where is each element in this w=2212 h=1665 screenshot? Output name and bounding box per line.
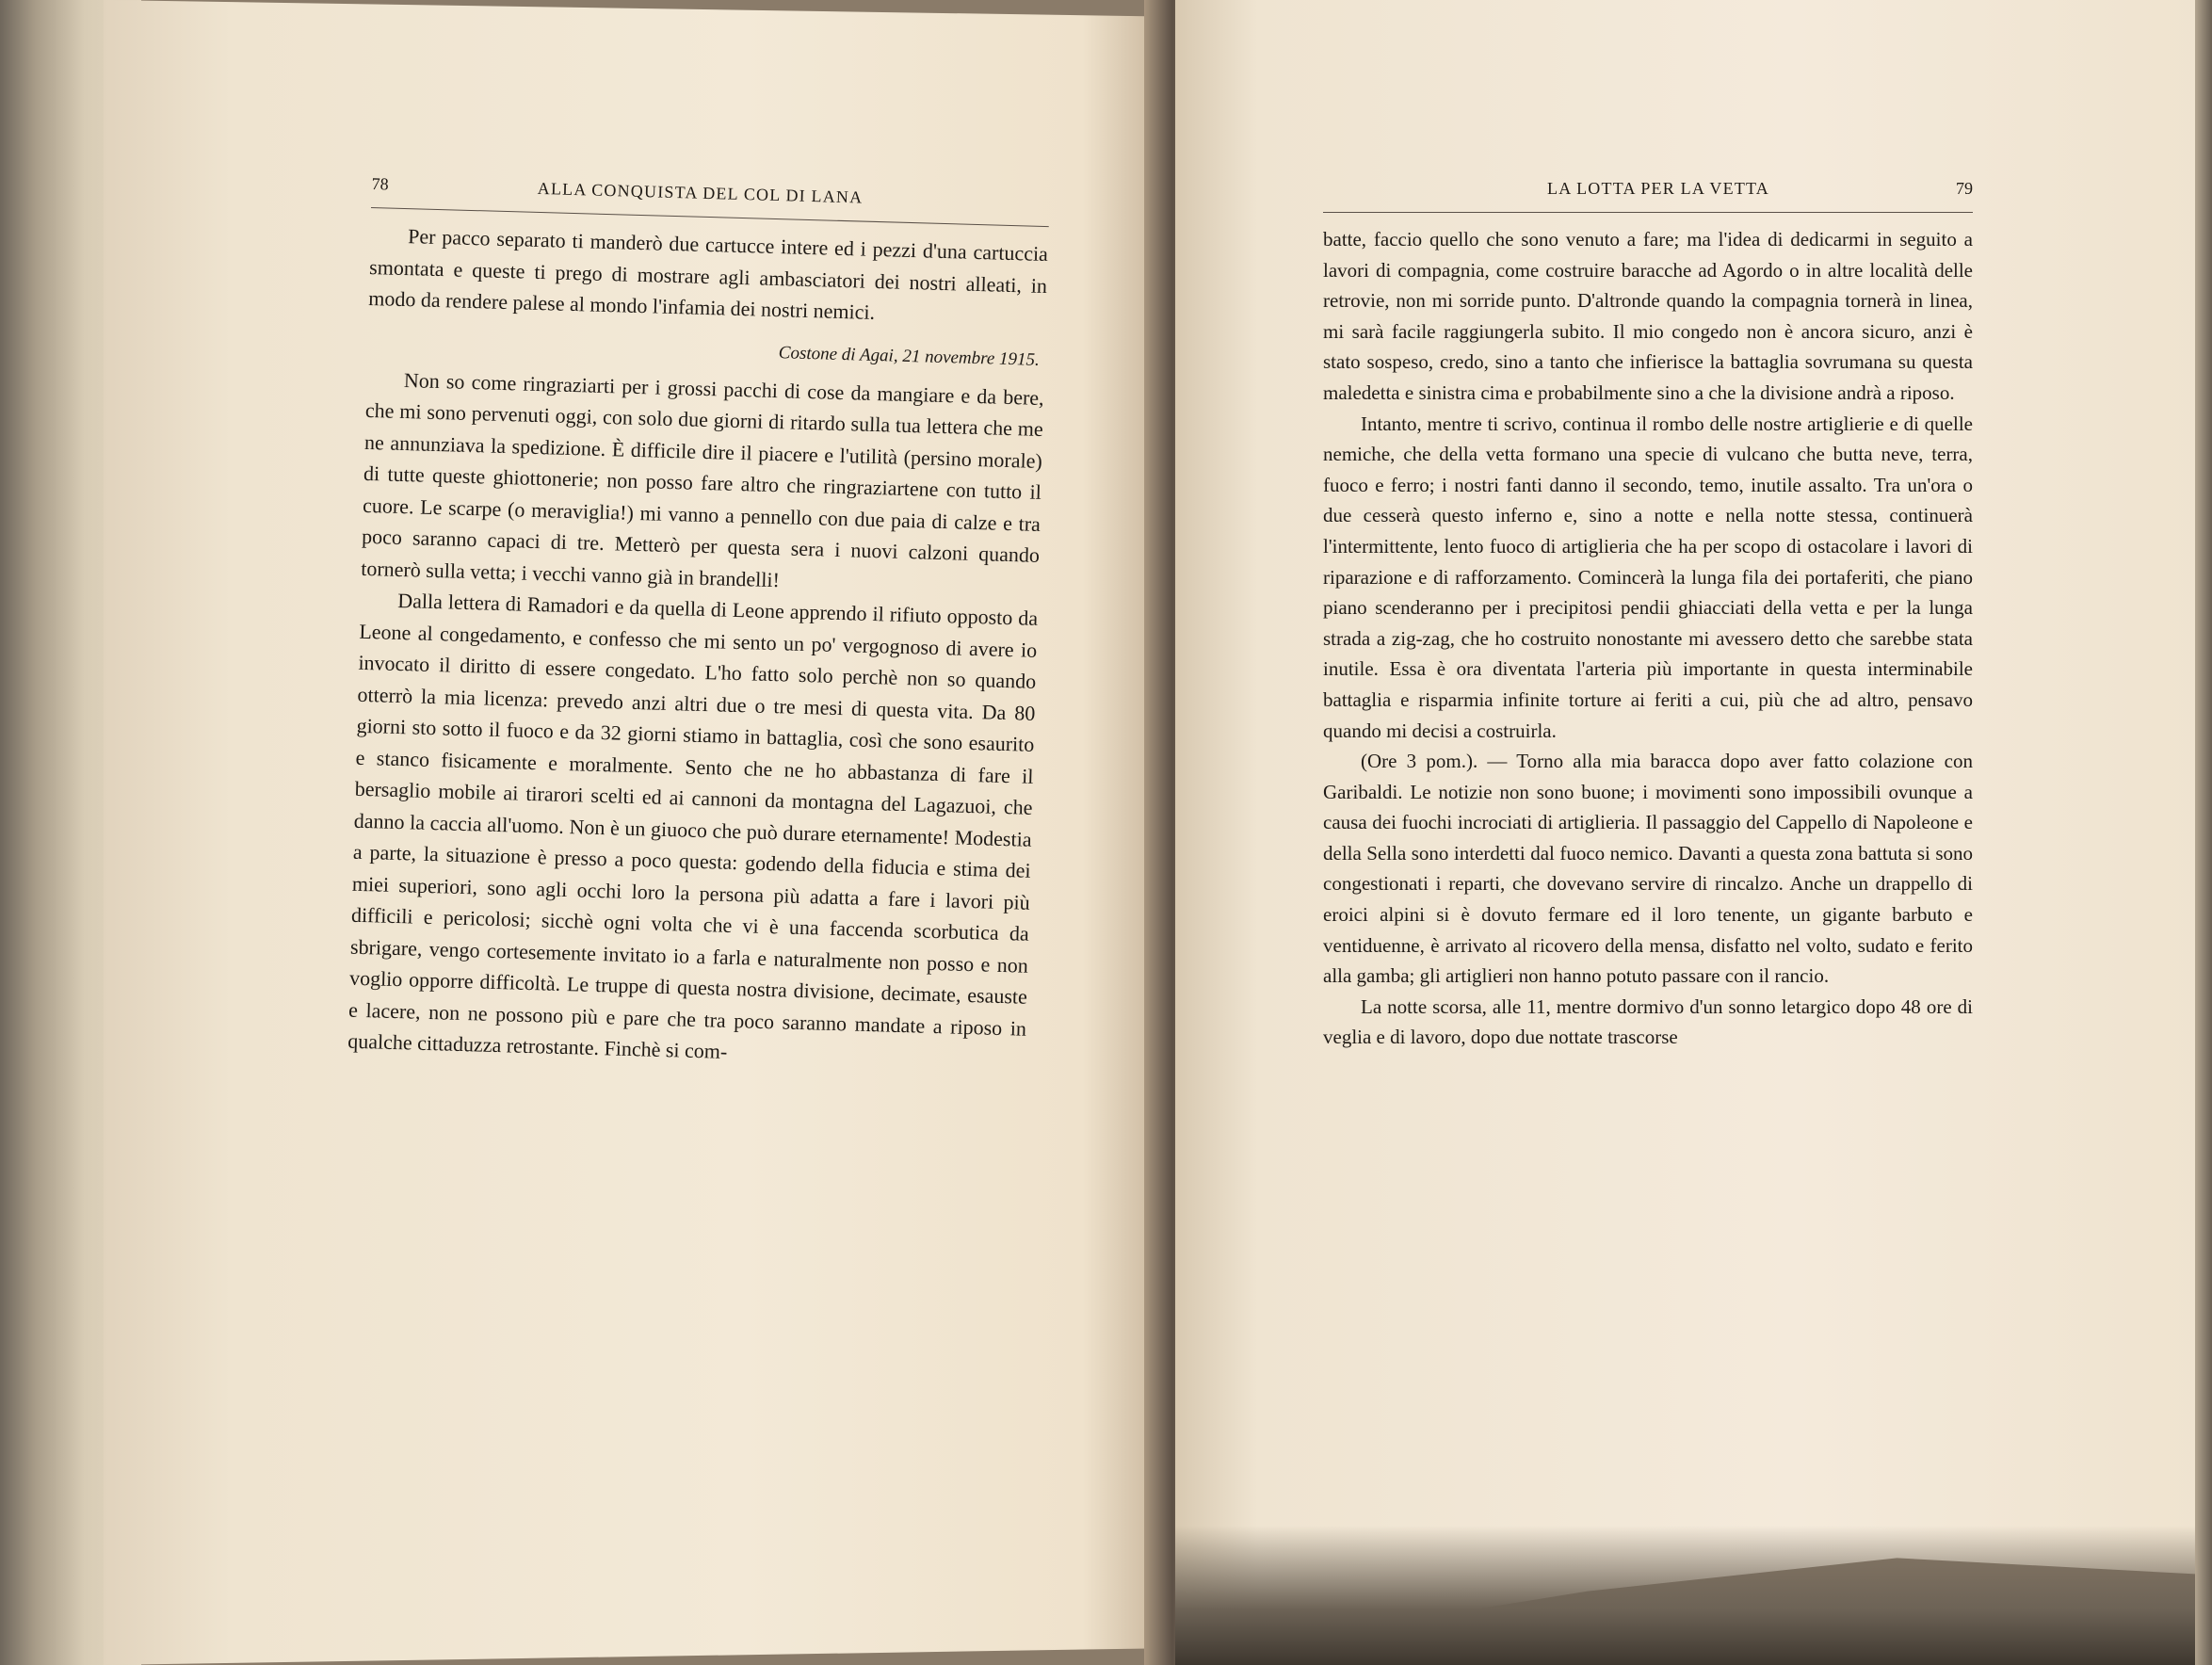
right-page-text <box>1323 179 1973 1053</box>
desk-shadow <box>1175 1526 2212 1665</box>
right-running-title: LA LOTTA PER LA VETTA <box>1547 179 1769 198</box>
right-paragraph-2: (Ore 3 pom.). — Torno alla mia baracca dopo aver fatto colazione con Garibaldi. Le notizie non sono buone; i movimenti sono impossibili ovunque a causa dei fuochi incrociati di artiglieria. Il passaggio del Cappello di Napoleone e della Sella sono interdetti dal fuoco nemico. Davanti a questa zona battuta si sono congestionati i reparti, che dovevano servire di rincalzo. Anche un drappello di eroici alpini si è dovuto fermare ed il loro tenente, un gigante barbuto e ventiduenne, è arrivato al ricovero della mensa, disfatto nel volto, sudato e ferito alla gamba; gli artiglieri non hanno potuto passare con il rancio. <box>1323 750 1973 988</box>
left-running-title: ALLA CONQUISTA DEL COL DI LANA <box>537 178 864 207</box>
left-paragraph-3: Dalla lettera di Ramadori e da quella di Leone apprendo il rifiuto opposto da Leone al congedamento, e confesso che mi sento un po' vergognoso di avere io invocato il diritto di essere congedato. L'ho fatto solo perchè non so quando otterrò la mia licenza: prevedo anzi altri due o tre mesi di questa vita. Da 80 giorni sto sotto il fuoco e da 32 giorni stiamo in battaglia, così che sono esaurito e stanco fisicamente e moralmente. Sento che ne ho abbastanza di fare il bersaglio mobile ai tirarori scelti ed ai cannoni da montagna del Lagazuoi, che danno la caccia all'uomo. Non è un giuoco che può durare eternamente! Modestia a parte, la situazione è presso a poco questa: godendo della fiducia e stima dei miei superiori, sono agli occhi loro la persona più adatta a fare i lavori più difficili e pericolosi; sicchè ogni volta che vi è una faccenda scorbutica da sbrigare, vengo cortesemente invitato io a farla e naturalmente non posso e non voglio opporre difficoltà. Le truppe di questa nostra divisione, decimate, esauste e lacere, non ne possono più e pare che tra poco saranno mandate a riposo in qualche cittaduzza retrostante. Finchè si com- <box>347 588 1039 1063</box>
left-paragraph-1: Per pacco separato ti manderò due cartucce intere ed i pezzi d'una cartuccia smontata e queste ti prego di mostrare agli ambasciatori dei nostri alleati, in modo da rendere palese al mondo l'infamia dei nostri nemici. <box>367 224 1049 324</box>
page-edges-right <box>2195 0 2212 1665</box>
right-page-number: 79 <box>1955 179 1973 198</box>
right-paragraph-3: La notte scorsa, alle 11, mentre dormivo d'un sonno letargico dopo 48 ore di veglia e di lavoro, dopo due nottate trascorse <box>1323 994 1973 1049</box>
right-continuation: batte, faccio quello che sono venuto a fare; ma l'idea di dedicarmi in seguito a lavori di compagnia, come costruire baracche ad Agordo o in altre località delle retrovie, non mi sorride punto. D'altronde quando la compagnia tornerà in linea, mi sarà facile raggiungerla subito. Il mio congedo non è ancora sicuro, anzi è stato sospeso, credo, sino a tanto che infierisce la battaglia sovrumana su questa maledetta e sinistra cima e probabilmente sino a che la divisione andrà a riposo. <box>1323 228 1973 404</box>
right-paragraph-1: Intanto, mentre ti scrivo, continua il rombo delle nostre artiglierie e di quelle nemiche, che della vetta formano una specie di vulcano che butta neve, terra, fuoco e ferro; i nostri fanti danno il secondo, temo, inutile assalto. Tra un'ora o due cesserà questo inferno e, sino a notte e nella notte stessa, continuerà l'intermittente, lento fuoco di artiglieria che ha per scopo di ostacolare i lavori di riparazione e di rafforzamento. Comincerà la lunga fila dei portaferiti, che piano piano scenderanno per i precipitosi pendii ghiacciati della vetta e per la lunga strada a zig-zag, che ho costruito nonostante mi avessero detto che sarebbe stata inutile. Essa è ora diventata l'arteria più importante in questa interminabile battaglia e risparmia infinite torture ai feriti a cui, più che ad altro, pensavo quando mi decisi a costruirla. <box>1323 412 1973 742</box>
dateline: Costone di Agai, 21 novembre 1915. <box>778 342 1041 370</box>
left-paragraph-2: Non so come ringraziarti per i grossi pacchi di cose da mangiare e da bere, che mi sono pervenuti oggi, con solo due giorni di ritardo sulla tua lettera che me ne annunziava la spedizione. È difficile dire il piacere e l'utilità (persino morale) di tutte queste ghiottonerie; non posso fare altro che ringraziartene con tutto il cuore. Le scarpe (o meraviglia!) mi vanno a pennello con due paia di calze e tra poco saranno capaci di tre. Metterò per questa sera i nuovi calzoni quando tornerò sulla vetta; i vecchi vanno già in brandelli! <box>360 367 1045 591</box>
right-running-head <box>1323 179 1973 213</box>
left-page-number: 78 <box>371 174 389 194</box>
left-page-text <box>347 174 1050 1075</box>
